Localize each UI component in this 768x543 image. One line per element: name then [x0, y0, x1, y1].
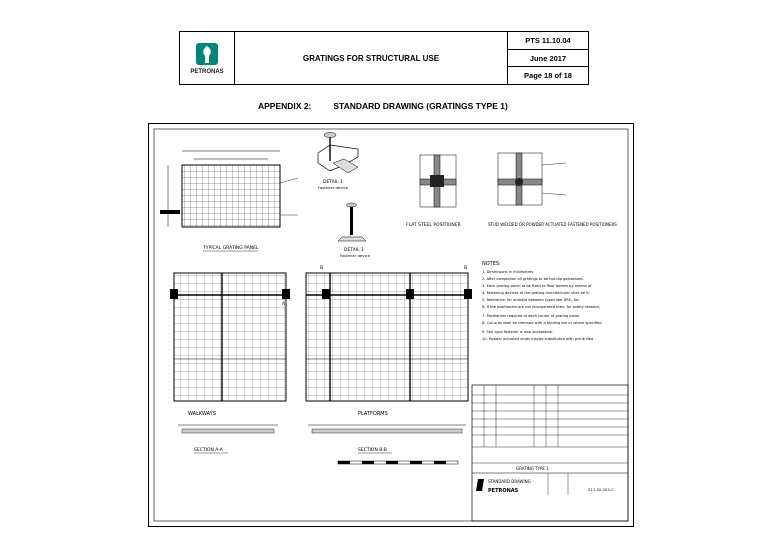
note-1: 1. Dimensions in millimetres. [482, 270, 535, 274]
detail1-sub: Fastener device [318, 185, 348, 190]
note-9: 9. Skir type fastener is also acceptable. [482, 330, 554, 334]
document-header [179, 31, 589, 85]
appendix-heading [258, 101, 508, 111]
section-bb-label: SECTION B-B [358, 448, 387, 453]
walkways-label: WALKWAYS [188, 411, 216, 417]
platforms-label: PLATFORMS [358, 411, 388, 417]
doc-number: PTS 11.10.04 [508, 32, 588, 50]
note-2: 2. After completion all gratings to be hot-dip galvanized. [482, 277, 584, 281]
note-10: 10. Powder actuated studs maybe substituted with pre-drilled [482, 337, 594, 341]
section-aa-label: SECTION A-A [194, 448, 223, 453]
title-block-name: STANDARD DRAWING [488, 479, 531, 484]
note-6: 6. If the positioners are not incorporated then, for safety reasons, [482, 305, 601, 309]
appendix-title: STANDARD DRAWING (GRATINGS TYPE 1) [333, 101, 508, 111]
note-5: 5. Reference: for antiskid between types see DRG. No. [482, 298, 580, 302]
detail2-sub: Fastener device [340, 253, 370, 258]
document-meta [508, 32, 588, 84]
petronas-logo [180, 32, 235, 84]
stud-label: STUD WELDED OR POWDER ACTUATED FASTENED POSITIONERS [488, 222, 617, 227]
document-title: GRATINGS FOR STRUCTURAL USE [235, 32, 508, 84]
note-3: 3. Each grating panel to be fixed to floor beams by means of [482, 284, 592, 288]
detail1-title: DETAIL 1 [323, 180, 343, 185]
detail2-title: DETAIL 1 [344, 248, 364, 253]
logo-text: PETRONAS [190, 69, 224, 75]
title-block-sub: GRATING TYPE 1 [516, 466, 549, 471]
engineering-drawing [148, 123, 634, 527]
mark-a-left: A [174, 296, 178, 301]
petronas-logo-icon [194, 41, 220, 67]
note-7: 7. Positioners required at each corner of grating panel [482, 314, 580, 318]
typical-panel-label: TYPICAL GRATING PANEL [203, 246, 259, 251]
flat-steel-label: FLAT STEEL POSITIONER [406, 223, 461, 228]
notes-title: NOTES: [482, 261, 501, 267]
mark-a-right: A [282, 302, 286, 307]
mark-b-right: B [464, 266, 468, 271]
note-4: 4. Fastening devices of the grating manufacturer shall be in [482, 291, 590, 295]
mark-b-left: B [320, 266, 324, 271]
drawing-number: S11.02.003-C [588, 487, 614, 492]
appendix-label: APPENDIX 2: [258, 101, 312, 111]
doc-date: June 2017 [508, 50, 588, 68]
page-number: Page 18 of 18 [524, 71, 572, 81]
title-block-company: PETRONAS [488, 488, 519, 494]
note-8: 8. Cut-outs shall be trimmed with a binding bar or where specified [482, 321, 602, 325]
